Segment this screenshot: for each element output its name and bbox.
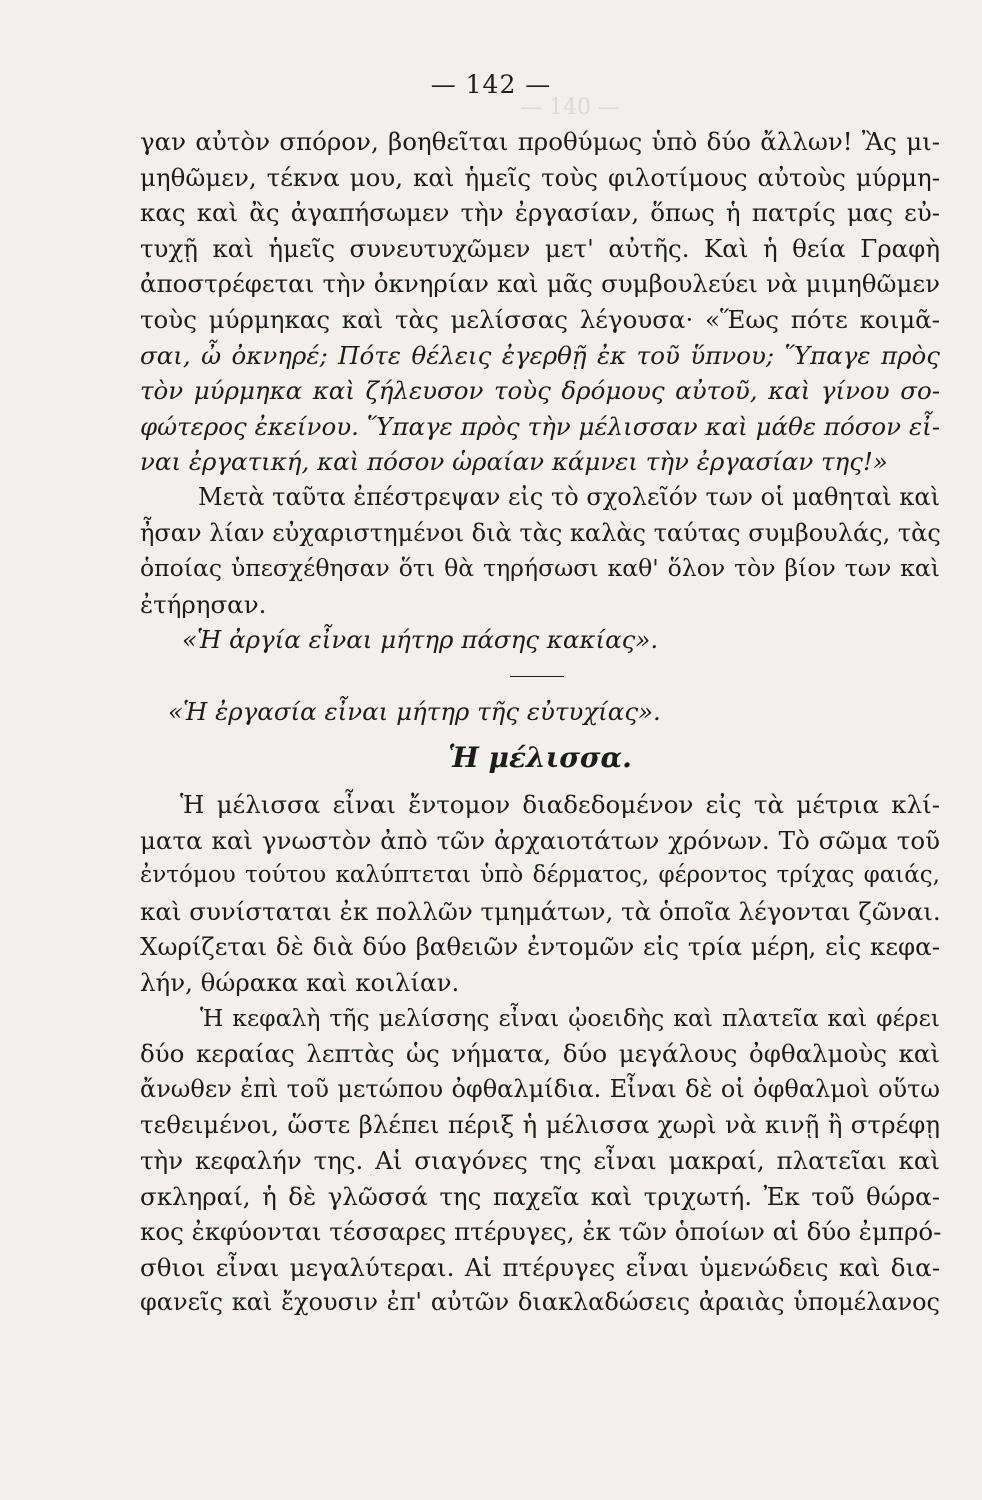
text-line: τεθειμένοι, ὥστε βλέπει πέριξ ἡ μέλισσα χωρὶ νὰ κινῇ ἢ στρέφῃ	[140, 1110, 940, 1140]
paragraph-2	[140, 480, 940, 622]
body-text	[140, 124, 940, 1321]
text-line: κας καὶ ἂς ἀγαπήσωμεν τὴν ἐργασίαν, ὅπως ἡ πατρίς μας εὐ-	[140, 198, 940, 228]
dash-rule	[510, 676, 564, 677]
text-line: ὁποίας ὑπεσχέθησαν ὅτι θὰ τηρήσωσι καθ' ὅλον τὸν βίον των καὶ	[140, 554, 940, 583]
text-line: ἦσαν λίαν εὐχαριστημένοι διὰ τὰς καλὰς ταύτας συμβουλάς, τὰς	[140, 518, 941, 547]
page-number: — 142 —	[430, 70, 552, 99]
text-line: ματα καὶ γνωστὸν ἀπὸ τῶν ἀρχαιοτάτων χρόνων. Τὸ σῶμα τοῦ	[140, 825, 940, 855]
text-line: φώτερος ἐκείνου. Ὕπαγε πρὸς τὴν μέλισσαν καὶ μάθε πόσον εἶ-	[140, 411, 940, 441]
text-line: τὸν μύρμηκα καὶ ζήλευσον τοὺς δρόμους αὐτοῦ, καὶ γίνου σο-	[140, 376, 940, 406]
text-line: σθιοι εἶναι μεγαλύτεραι. Αἱ πτέρυγες εἶναι ὑμενώδεις καὶ δια-	[140, 1252, 940, 1282]
paragraph-1	[140, 124, 940, 480]
proverb-1: «Ἡ ἀργία εἶναι μήτηρ πάσης κακίας».	[182, 625, 659, 655]
text-line: Μετὰ ταῦτα ἐπέστρεψαν εἰς τὸ σχολεῖόν των οἱ μαθηταὶ καὶ	[198, 482, 940, 511]
separator	[140, 658, 940, 694]
bleed-through-text: — 140 —	[520, 95, 620, 120]
text-line: ἀποστρέφεται τὴν ὀκνηρίαν καὶ μᾶς συμβουλεύει νὰ μιμηθῶμεν	[140, 269, 940, 299]
text-line: σαι, ὦ ὀκνηρέ; Πότε θέλεις ἐγερθῇ ἐκ τοῦ ὕπνου; Ὕπαγε πρὸς	[140, 340, 940, 370]
paragraph-3	[140, 787, 940, 1001]
text-line: φανεῖς καὶ ἔχουσιν ἐπ' αὐτῶν διακλαδώσεις ἀραιὰς ὑπομέλανος	[140, 1288, 940, 1317]
text-line: τυχῇ καὶ ἡμεῖς συνευτυχῶμεν μετ' αὐτῆς. Καὶ ἡ θεία Γραφὴ	[140, 233, 940, 263]
text-line: ἐτήρησαν.	[140, 589, 267, 619]
text-line: δύο κεραίας λεπτὰς ὡς νήματα, δύο μεγάλους ὀφθαλμοὺς καὶ	[140, 1039, 940, 1069]
text-line: Ἡ μέλισσα εἶναι ἔντομον διαδεδομένον εἰς τὰ μέτρια κλί-	[180, 790, 940, 820]
text-line: λήν, θώρακα καὶ κοιλίαν.	[140, 968, 460, 998]
text-line: σκληραί, ἡ δὲ γλῶσσά της παχεῖα καὶ τριχωτή. Ἐκ τοῦ θώρα-	[140, 1181, 940, 1211]
text-line: ἐντόμου τούτου καλύπτεται ὑπὸ δέρματος, φέροντος τρίχας φαιάς,	[140, 862, 940, 889]
text-line: τὴν κεφαλήν της. Αἱ σιαγόνες της εἶναι μακραί, πλατεῖαι καὶ	[140, 1146, 940, 1176]
paragraph-4	[140, 1001, 940, 1321]
text-line: μηθῶμεν, τέκνα μου, καὶ ἡμεῖς τοὺς φιλοτίμους αὐτοὺς μύρμη-	[140, 162, 940, 192]
section-title: Ἡ μέλισσα.	[448, 741, 632, 775]
proverb-2: «Ἡ ἐργασία εἶναι μήτηρ τῆς εὐτυχίας».	[168, 696, 661, 726]
text-line: Χωρίζεται δὲ διὰ δύο βαθειῶν ἐντομῶν εἰς τρία μέρη, εἰς κεφα-	[140, 932, 940, 962]
text-line: τοὺς μύρμηκας καὶ τὰς μελίσσας λέγουσα· «Ἕως πότε κοιμᾶ-	[140, 304, 940, 334]
text-line: Ἡ κεφαλὴ τῆς μελίσσης εἶναι ᾠοειδὴς καὶ πλατεῖα καὶ φέρει	[200, 1003, 940, 1032]
text-line: καὶ συνίσταται ἐκ πολλῶν τμημάτων, τὰ ὁποῖα λέγονται ζῶναι.	[140, 896, 941, 926]
text-line: ναι ἐργατική, καὶ πόσον ὡραίαν κάμνει τὴν ἐργασίαν της!»	[140, 447, 888, 477]
text-line: ἄνωθεν ἐπὶ τοῦ μετώπου ὀφθαλμίδια. Εἶναι δὲ οἱ ὀφθαλμοὶ οὕτω	[140, 1074, 940, 1103]
text-line: κος ἐκφύονται τέσσαρες πτέρυγες, ἐκ τῶν ὁποίων αἱ δύο ἐμπρό-	[140, 1217, 942, 1247]
text-line: γαν αὐτὸν σπόρον, βοηθεῖται προθύμως ὑπὸ δύο ἄλλων! Ἂς μι-	[140, 127, 940, 156]
